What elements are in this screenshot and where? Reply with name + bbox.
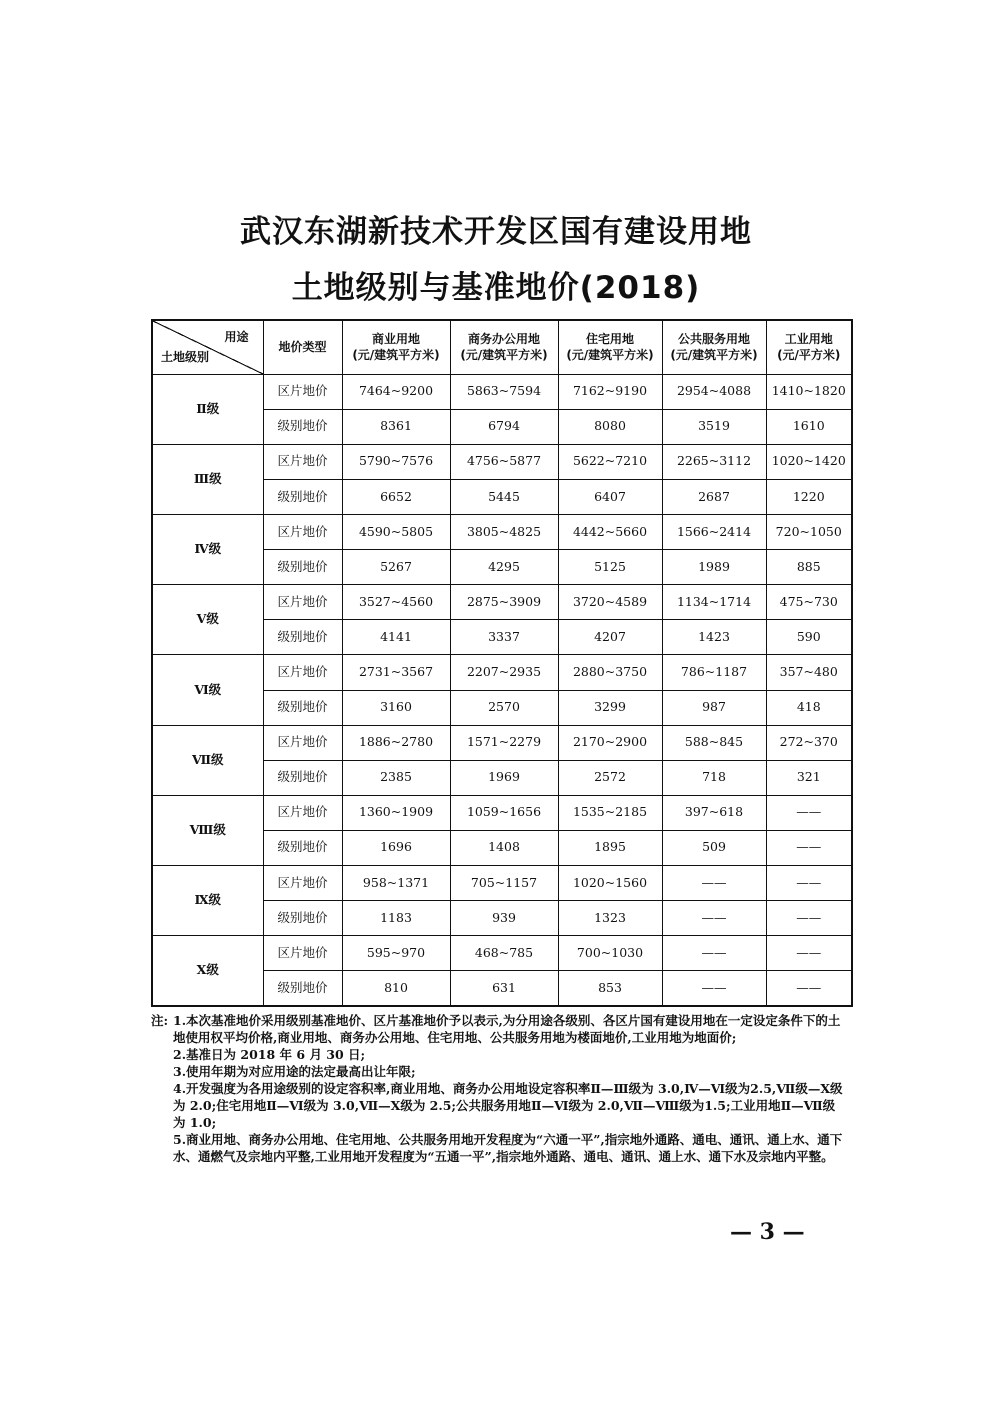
price-cell: 5622~7210 [558, 444, 662, 479]
note-item [151, 1046, 843, 1063]
price-cell: 1566~2414 [662, 515, 766, 550]
price-cell: 1895 [558, 830, 662, 865]
price-type-cell: 级别地价 [263, 620, 342, 655]
price-type-cell: 区片地价 [263, 936, 342, 971]
price-cell: 4295 [450, 550, 558, 585]
price-cell: 3805~4825 [450, 515, 558, 550]
price-type-cell: 区片地价 [263, 795, 342, 830]
column-unit: (元/建筑平方米) [670, 348, 758, 363]
price-cell: 1020~1420 [766, 444, 852, 479]
price-cell: 1323 [558, 901, 662, 936]
price-cell: 418 [766, 690, 852, 725]
grade-cell: Ⅸ级 [152, 865, 263, 935]
price-cell: 3519 [662, 409, 766, 444]
column-unit: (元/平方米) [777, 348, 841, 363]
price-cell: 397~618 [662, 795, 766, 830]
column-unit: (元/建筑平方米) [460, 348, 548, 363]
price-cell: 1969 [450, 760, 558, 795]
price-type-header: 地价类型 [263, 320, 342, 374]
price-type-cell: 级别地价 [263, 971, 342, 1006]
price-cell: 3299 [558, 690, 662, 725]
price-cell: 700~1030 [558, 936, 662, 971]
price-cell: —— [766, 795, 852, 830]
grade-cell: Ⅲ级 [152, 444, 263, 514]
column-header-public-service [662, 320, 766, 374]
price-cell: 4756~5877 [450, 444, 558, 479]
price-cell: 1610 [766, 409, 852, 444]
land-price-table [151, 319, 853, 1007]
price-cell: 595~970 [342, 936, 450, 971]
price-cell: 2572 [558, 760, 662, 795]
price-cell: 272~370 [766, 725, 852, 760]
price-cell: 786~1187 [662, 655, 766, 690]
price-cell: —— [662, 971, 766, 1006]
column-name: 商业用地 [371, 332, 420, 347]
price-type-cell: 区片地价 [263, 865, 342, 900]
table-row [152, 655, 852, 690]
price-cell: 7162~9190 [558, 374, 662, 409]
price-cell: 2875~3909 [450, 585, 558, 620]
grade-cell: Ⅴ级 [152, 585, 263, 655]
notes-section [151, 1012, 843, 1165]
price-cell: 5790~7576 [342, 444, 450, 479]
grade-cell: Ⅶ级 [152, 725, 263, 795]
column-name: 公共服务用地 [677, 332, 750, 347]
table-row [152, 936, 852, 971]
price-cell: 590 [766, 620, 852, 655]
price-type-cell: 级别地价 [263, 830, 342, 865]
price-cell: —— [766, 901, 852, 936]
price-cell: 1410~1820 [766, 374, 852, 409]
price-type-cell: 区片地价 [263, 725, 342, 760]
price-cell: 1183 [342, 901, 450, 936]
price-type-cell: 区片地价 [263, 585, 342, 620]
price-cell: 5445 [450, 479, 558, 514]
price-cell: 5863~7594 [450, 374, 558, 409]
price-cell: 1360~1909 [342, 795, 450, 830]
column-name: 住宅用地 [585, 332, 634, 347]
price-cell: 853 [558, 971, 662, 1006]
price-cell: 2731~3567 [342, 655, 450, 690]
price-cell: —— [766, 830, 852, 865]
price-cell: 6652 [342, 479, 450, 514]
price-cell: 4207 [558, 620, 662, 655]
price-cell: 468~785 [450, 936, 558, 971]
price-cell: 3160 [342, 690, 450, 725]
document-title-line1: 武汉东湖新技术开发区国有建设用地 [240, 214, 752, 250]
price-cell: 2880~3750 [558, 655, 662, 690]
price-cell: 4442~5660 [558, 515, 662, 550]
price-type-cell: 级别地价 [263, 760, 342, 795]
price-cell: —— [766, 936, 852, 971]
column-header-industrial [766, 320, 852, 374]
price-cell: 1989 [662, 550, 766, 585]
price-cell: 7464~9200 [342, 374, 450, 409]
price-cell: —— [766, 865, 852, 900]
price-cell: 1535~2185 [558, 795, 662, 830]
corner-label-grade: 土地级别 [161, 350, 210, 365]
price-cell: —— [662, 865, 766, 900]
price-cell: 5125 [558, 550, 662, 585]
price-cell: 2954~4088 [662, 374, 766, 409]
price-cell: 357~480 [766, 655, 852, 690]
column-unit: (元/建筑平方米) [566, 348, 654, 363]
price-type-cell: 区片地价 [263, 444, 342, 479]
grade-cell: Ⅹ级 [152, 936, 263, 1006]
price-cell: 8361 [342, 409, 450, 444]
note-item [151, 1131, 843, 1165]
table-header-row [152, 320, 852, 374]
price-cell: 631 [450, 971, 558, 1006]
column-header-commercial [342, 320, 450, 374]
price-cell: 3720~4589 [558, 585, 662, 620]
price-cell: —— [662, 901, 766, 936]
note-item [151, 1012, 843, 1046]
price-cell: 4590~5805 [342, 515, 450, 550]
table-row [152, 725, 852, 760]
column-name: 商务办公用地 [467, 332, 540, 347]
note-text: 2.基准日为 2018 年 6 月 30 日; [173, 1047, 366, 1062]
column-header-residential [558, 320, 662, 374]
price-cell: 885 [766, 550, 852, 585]
corner-header-cell [152, 320, 263, 374]
price-cell: 939 [450, 901, 558, 936]
price-cell: 588~845 [662, 725, 766, 760]
price-type-cell: 级别地价 [263, 690, 342, 725]
column-unit: (元/建筑平方米) [352, 348, 440, 363]
table-body [152, 374, 852, 1006]
price-cell: 321 [766, 760, 852, 795]
price-cell: 8080 [558, 409, 662, 444]
grade-cell: Ⅱ级 [152, 374, 263, 444]
note-item [151, 1063, 843, 1080]
document-title-line2: 土地级别与基准地价(2018) [291, 270, 701, 306]
table-row [152, 865, 852, 900]
price-cell: 720~1050 [766, 515, 852, 550]
column-name: 工业用地 [784, 332, 833, 347]
price-type-cell: 级别地价 [263, 479, 342, 514]
table-row [152, 585, 852, 620]
price-cell: 1886~2780 [342, 725, 450, 760]
price-cell: 705~1157 [450, 865, 558, 900]
price-type-cell: 级别地价 [263, 409, 342, 444]
price-cell: 6407 [558, 479, 662, 514]
price-cell: 1134~1714 [662, 585, 766, 620]
price-cell: 1423 [662, 620, 766, 655]
price-cell: 2170~2900 [558, 725, 662, 760]
price-cell: 2687 [662, 479, 766, 514]
note-text: 4.开发强度为各用途级别的设定容积率,商业用地、商务办公用地设定容积率Ⅱ—Ⅲ级为 3.0,Ⅳ—Ⅵ级为2.5,Ⅶ级—Ⅹ级为 2.0;住宅用地Ⅱ—Ⅵ级为 3.0,Ⅶ—Ⅹ级为 2.5;公共服务用地Ⅱ—Ⅵ级为 2.0,Ⅶ—Ⅷ级为1.5;工业用地Ⅱ—Ⅶ级为 1.0; [173, 1081, 843, 1130]
price-cell: 1059~1656 [450, 795, 558, 830]
note-text: 3.使用年期为对应用途的法定最高出让年限; [173, 1064, 416, 1079]
price-cell: 6794 [450, 409, 558, 444]
column-header-office [450, 320, 558, 374]
price-cell: —— [662, 936, 766, 971]
price-cell: 2265~3112 [662, 444, 766, 479]
price-cell: 4141 [342, 620, 450, 655]
price-cell: 509 [662, 830, 766, 865]
grade-cell: Ⅷ级 [152, 795, 263, 865]
price-cell: 2385 [342, 760, 450, 795]
price-type-cell: 区片地价 [263, 374, 342, 409]
price-cell: 5267 [342, 550, 450, 585]
price-cell: 1220 [766, 479, 852, 514]
price-cell: 958~1371 [342, 865, 450, 900]
note-text: 1.本次基准地价采用级别基准地价、区片基准地价予以表示,为分用途各级别、各区片国有建设用地在一定设定条件下的土地使用权平均价格,商业用地、商务办公用地、住宅用地、公共服务用地为楼面地价,工业用地为地面价; [173, 1013, 841, 1045]
price-cell: 810 [342, 971, 450, 1006]
price-cell: 1020~1560 [558, 865, 662, 900]
page-number: — 3 — [730, 1219, 805, 1245]
table-row [152, 795, 852, 830]
price-cell: 2570 [450, 690, 558, 725]
price-type-cell: 区片地价 [263, 655, 342, 690]
price-cell: 1408 [450, 830, 558, 865]
price-cell: 3527~4560 [342, 585, 450, 620]
table-row [152, 374, 852, 409]
table-row [152, 515, 852, 550]
price-cell: 987 [662, 690, 766, 725]
price-type-cell: 级别地价 [263, 550, 342, 585]
grade-cell: Ⅳ级 [152, 515, 263, 585]
price-type-cell: 级别地价 [263, 901, 342, 936]
note-item [151, 1080, 843, 1131]
note-text: 5.商业用地、商务办公用地、住宅用地、公共服务用地开发程度为“六通一平”,指宗地外通路、通电、通讯、通上水、通下水、通燃气及宗地内平整,工业用地开发程度为“五通一平”,指宗地外通路、通电、通讯、通上水、通下水及宗地内平整。 [173, 1132, 843, 1164]
price-cell: 718 [662, 760, 766, 795]
grade-cell: Ⅵ级 [152, 655, 263, 725]
price-cell: 475~730 [766, 585, 852, 620]
corner-label-usage: 用途 [224, 330, 249, 344]
price-cell: 1696 [342, 830, 450, 865]
table-row [152, 444, 852, 479]
notes-prefix: 注: [151, 1013, 169, 1028]
price-cell: 1571~2279 [450, 725, 558, 760]
price-cell: —— [766, 971, 852, 1006]
price-type-cell: 区片地价 [263, 515, 342, 550]
price-cell: 2207~2935 [450, 655, 558, 690]
price-cell: 3337 [450, 620, 558, 655]
